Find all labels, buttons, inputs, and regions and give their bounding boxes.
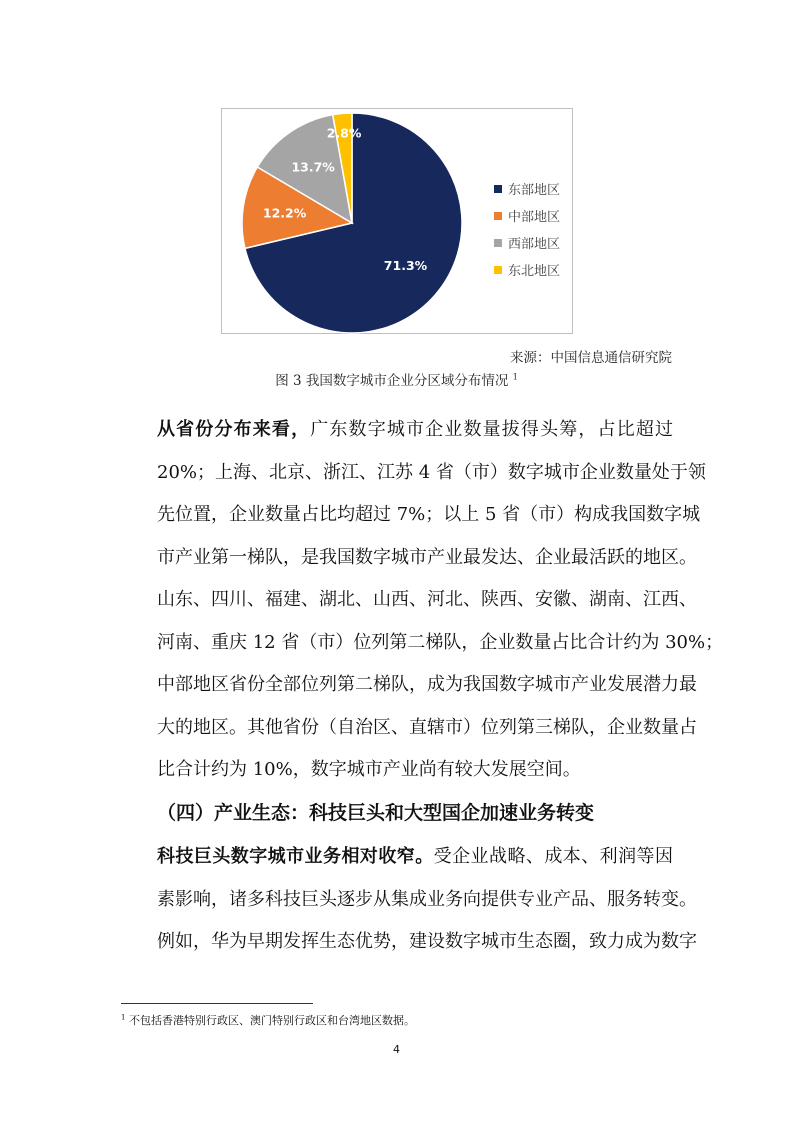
paragraph-tech-giants [121, 836, 697, 964]
legend-swatch [494, 266, 502, 274]
footnote-text: 不包括香港特别行政区、澳门特别行政区和台湾地区数据。 [128, 1014, 415, 1027]
chart-legend [494, 175, 560, 283]
paragraph2-lead: 科技巨头数字城市业务相对收窄。 [157, 846, 434, 867]
legend-label: 东北地区 [508, 264, 561, 279]
paragraph1-line: 比合计约为 10%，数字城市产业尚有较大发展空间。 [157, 759, 581, 780]
caption-footnote-ref: 1 [512, 372, 518, 382]
paragraph1-line: 市产业第一梯队，是我国数字城市产业最发达、企业最活跃的地区。 [157, 546, 697, 568]
section-heading: （四）产业生态：科技巨头和大型国企加速业务转变 [157, 802, 595, 824]
legend-label: 西部地区 [508, 237, 561, 252]
legend-item-2 [494, 229, 560, 256]
paragraph1-line: 广东数字城市企业数量拔得头筹，占比超过 [310, 419, 674, 440]
paragraph-province-distribution [121, 409, 724, 792]
footnote-mark: 1 [121, 1013, 126, 1022]
paragraph1-line: 大的地区。其他省份（自治区、直辖市）位列第三梯队，企业数量占 [157, 716, 697, 738]
paragraph1-line: 中部地区省份全部位列第二梯队，成为我国数字城市产业发展潜力最 [157, 674, 697, 695]
paragraph1-line: 河南、重庆 12 省（市）位列第二梯队，企业数量占比合计约为 30%； [157, 631, 724, 653]
legend-item-1 [494, 202, 560, 229]
legend-label: 中部地区 [508, 210, 561, 225]
legend-swatch [494, 239, 502, 247]
paragraph2-line: 受企业战略、成本、利润等因 [433, 846, 674, 867]
paragraph1-line: 先位置，企业数量占比均超过 7%；以上 5 省（市）构成我国数字城 [157, 504, 701, 525]
footnote [121, 1012, 415, 1028]
paragraph1-line: 20%；上海、北京、浙江、江苏 4 省（市）数字城市企业数量处于领 [157, 461, 706, 483]
paragraph1-lead: 从省份分布来看， [157, 419, 311, 440]
footnote-divider [121, 1003, 313, 1004]
caption-text: 图 3 我国数字城市企业分区域分布情况 [275, 373, 509, 389]
pie-data-label-2: 13.7% [291, 159, 335, 175]
legend-swatch [494, 185, 502, 193]
paragraph2-line: 例如，华为早期发挥生态优势，建设数字城市生态圈，致力成为数字 [157, 931, 697, 952]
figure-caption [0, 369, 793, 389]
pie-data-label-1: 12.2% [262, 205, 307, 221]
legend-item-0 [494, 175, 560, 202]
pie-data-label-0: 71.3% [383, 257, 428, 273]
paragraph1-line: 山东、四川、福建、湖北、山西、河北、陕西、安徽、湖南、江西、 [157, 589, 697, 610]
pie-chart [221, 108, 573, 334]
legend-item-3 [494, 256, 560, 283]
paragraph2-line: 素影响，诸多科技巨头逐步从集成业务向提供专业产品、服务转变。 [157, 888, 697, 910]
page-number: 4 [393, 1043, 400, 1056]
legend-swatch [494, 212, 502, 220]
legend-label: 东部地区 [508, 183, 561, 198]
pie-data-label-3: 2.8% [326, 125, 362, 141]
chart-source: 来源：中国信息通信研究院 [510, 350, 672, 366]
